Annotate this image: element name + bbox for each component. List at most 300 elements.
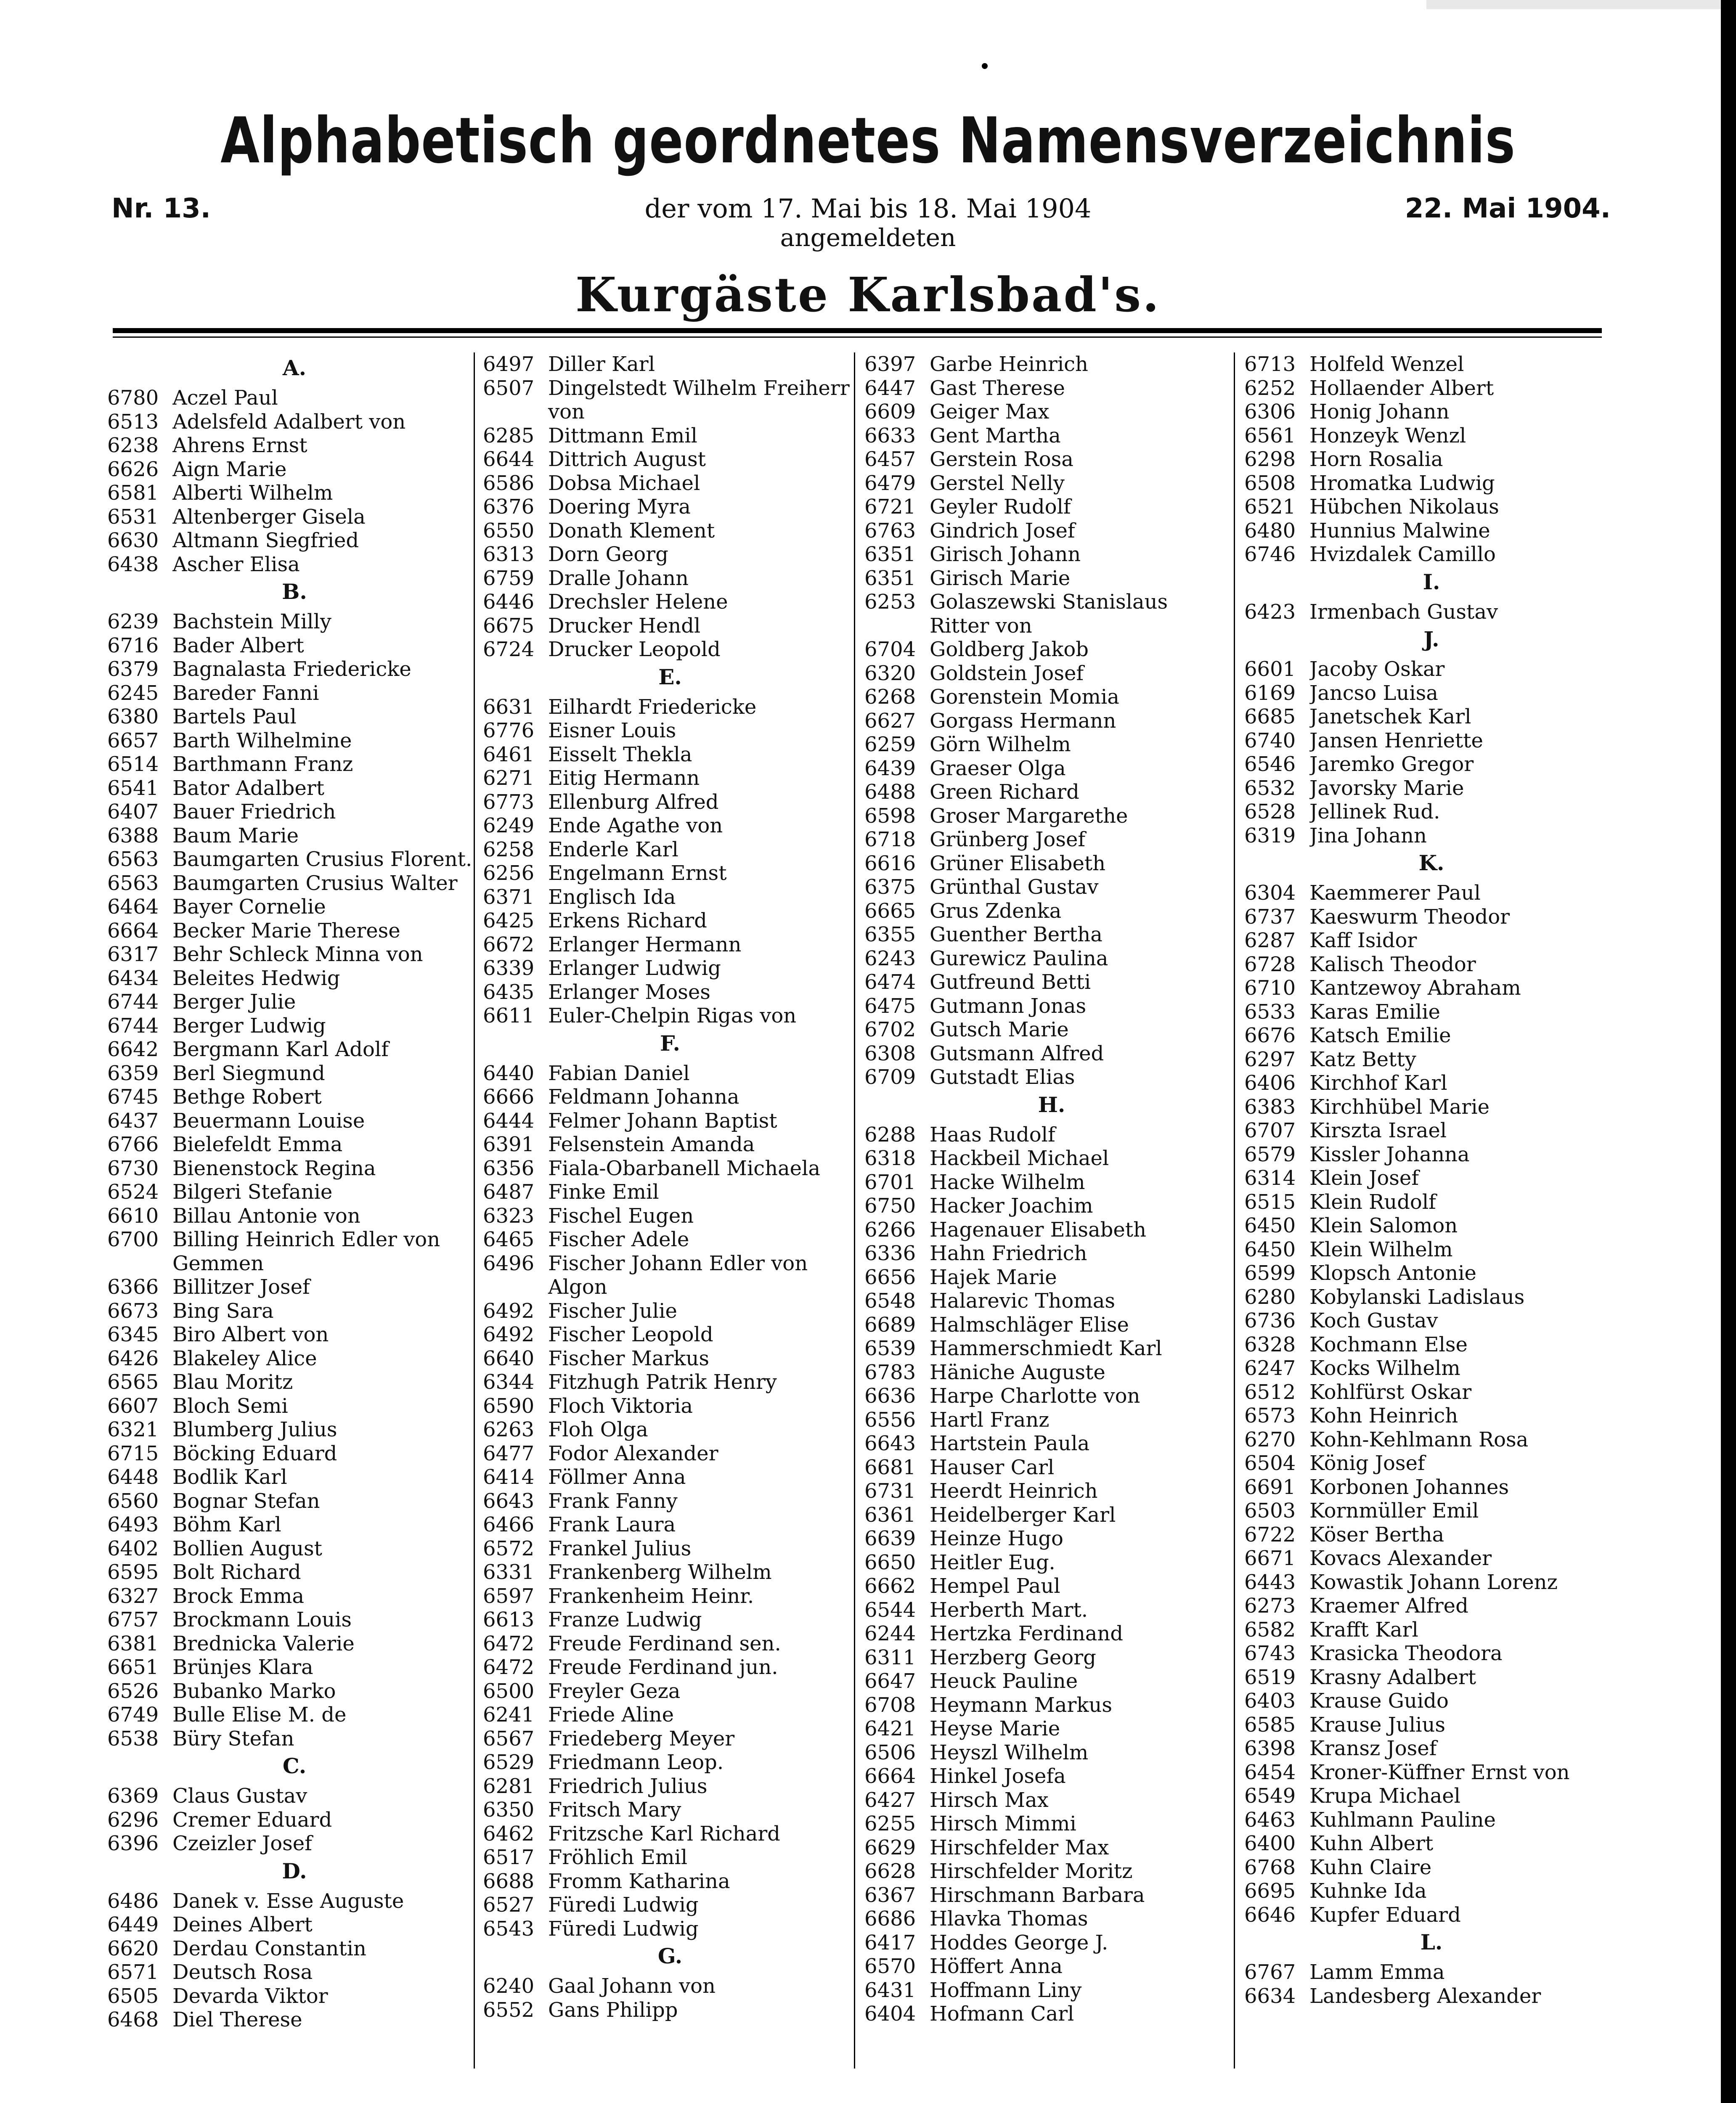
- guest-name: Klein Wilhelm: [1309, 1237, 1453, 1261]
- guest-name: Heuck Pauline: [930, 1669, 1078, 1693]
- guest-number: 6689: [864, 1313, 916, 1337]
- guest-number: 6676: [1244, 1024, 1296, 1047]
- guest-name: Deutsch Rosa: [172, 1960, 313, 1984]
- guest-number: 6560: [107, 1489, 159, 1513]
- guest-number: 6304: [1244, 881, 1296, 905]
- guest-name: Kaff Isidor: [1309, 929, 1417, 952]
- guest-number: 6766: [107, 1133, 159, 1156]
- guest-entry: [107, 1062, 482, 1086]
- guest-number: 6414: [483, 1465, 535, 1489]
- guest-entry: [483, 1893, 857, 1917]
- guest-name: Irmenbach Gustav: [1309, 600, 1498, 624]
- guest-entry: [483, 1632, 857, 1656]
- guest-name: Cremer Eduard: [172, 1808, 332, 1832]
- guest-name: Grünthal Gustav: [930, 875, 1099, 899]
- guest-entry: [107, 848, 482, 871]
- guest-number: 6488: [864, 780, 916, 804]
- guest-name: Jaremko Gregor: [1309, 752, 1474, 776]
- guest-number: 6492: [483, 1299, 535, 1323]
- guest-number: 6611: [483, 1004, 535, 1028]
- guest-number: 6298: [1244, 448, 1296, 471]
- guest-name: König Josef: [1309, 1451, 1425, 1475]
- guest-entry: [483, 352, 857, 376]
- guest-name: Friedmann Leop.: [548, 1751, 724, 1774]
- guest-name: Baumgarten Crusius Walter: [172, 871, 458, 895]
- guest-entry: [107, 410, 482, 434]
- guest-entry: [107, 1913, 482, 1937]
- guest-name: Gans Philipp: [548, 1998, 678, 2022]
- guest-entry: [864, 1384, 1239, 1408]
- guest-entry: [864, 757, 1239, 781]
- guest-number: 6582: [1244, 1618, 1296, 1642]
- guest-number: 6644: [483, 448, 535, 471]
- guest-number: 6351: [864, 543, 916, 566]
- guest-number: 6681: [864, 1455, 916, 1479]
- guest-entry: [864, 994, 1239, 1018]
- guest-entry: [1244, 905, 1619, 929]
- guest-number: 6427: [864, 1788, 916, 1812]
- guest-number: 6241: [483, 1703, 535, 1727]
- guest-number: 6407: [107, 800, 159, 824]
- guest-name: Derdau Constantin: [172, 1936, 366, 1960]
- guest-entry: [1244, 681, 1619, 705]
- guest-number: 6259: [864, 733, 916, 756]
- guest-number: 6306: [1244, 400, 1296, 424]
- guest-name: Altenberger Gisela: [172, 505, 366, 529]
- guest-name: Frankel Julius: [548, 1536, 692, 1560]
- guest-name: Kirszta Israel: [1309, 1119, 1447, 1142]
- guest-name: Kohlfürst Oskar: [1309, 1380, 1472, 1404]
- guest-number: 6448: [107, 1465, 159, 1489]
- guest-entry: [1244, 1428, 1619, 1452]
- guest-number: 6263: [483, 1418, 535, 1441]
- guest-entry: [864, 685, 1239, 709]
- guest-name: Klein Josef: [1309, 1166, 1419, 1190]
- guest-number: 6773: [483, 790, 535, 814]
- guest-entry: [483, 1703, 857, 1727]
- guest-name: Böhm Karl: [172, 1513, 281, 1536]
- guest-name: Kalisch Theodor: [1309, 952, 1476, 976]
- guest-name: Krafft Karl: [1309, 1618, 1418, 1642]
- guest-number: 6243: [864, 946, 916, 970]
- guest-number: 6563: [107, 871, 159, 895]
- guest-number: 6710: [1244, 976, 1296, 1000]
- guest-number: 6634: [1244, 1984, 1296, 2008]
- guest-number: 6743: [1244, 1642, 1296, 1665]
- guest-name: Hirschfelder Moritz: [930, 1859, 1133, 1883]
- guest-name: Bagnalasta Friedericke: [172, 657, 411, 681]
- guest-number: 6376: [483, 495, 535, 519]
- guest-name: Hlavka Thomas: [930, 1907, 1088, 1931]
- guest-entry: [483, 1252, 857, 1276]
- guest-entry: [1244, 1571, 1619, 1594]
- guest-entry: [107, 2008, 482, 2032]
- guest-entry: [483, 1204, 857, 1228]
- guest-entry: [483, 1727, 857, 1751]
- guest-name: Heerdt Heinrich: [930, 1479, 1098, 1503]
- guest-number: 6750: [864, 1194, 916, 1218]
- guest-number: 6533: [1244, 1000, 1296, 1024]
- guest-entry: [107, 1727, 482, 1751]
- guest-number: 6550: [483, 519, 535, 543]
- guest-entry: [864, 590, 1239, 614]
- guest-entry: [864, 899, 1239, 923]
- guest-number: 6288: [864, 1123, 916, 1147]
- guest-name: Dingelstedt Wilhelm Freiherr: [548, 376, 850, 400]
- guest-number: 6609: [864, 400, 916, 424]
- guest-number: 6573: [1244, 1404, 1296, 1428]
- guest-entry: [864, 1598, 1239, 1622]
- guest-number: 6331: [483, 1560, 535, 1584]
- guest-name: Füredi Ludwig: [548, 1917, 699, 1941]
- guest-name: Kohn-Kehlmann Rosa: [1309, 1428, 1529, 1451]
- guest-name: Eisner Louis: [548, 719, 676, 742]
- guest-entry: [107, 1608, 482, 1632]
- guest-entry: [483, 743, 857, 767]
- guest-name: Bulle Elise M. de: [172, 1703, 347, 1727]
- guest-number: 6757: [107, 1608, 159, 1632]
- guest-name: Fritzsche Karl Richard: [548, 1822, 780, 1846]
- guest-number: 6613: [483, 1608, 535, 1632]
- guest-name: Aign Marie: [172, 457, 287, 481]
- guest-name: Gutsmann Alfred: [930, 1041, 1104, 1065]
- guest-number: 6528: [1244, 800, 1296, 824]
- guest-number: 6713: [1244, 352, 1296, 376]
- guest-entry: [864, 1432, 1239, 1456]
- guest-name: Büry Stefan: [172, 1727, 294, 1751]
- guest-entry: [1244, 929, 1619, 953]
- guest-name: Danek v. Esse Auguste: [172, 1889, 404, 1913]
- guest-name: Fischer Julie: [548, 1299, 677, 1323]
- guest-name: Gaal Johann von: [548, 1974, 716, 1998]
- guest-name: Hirsch Mimmi: [930, 1812, 1076, 1835]
- guest-number: 6367: [864, 1883, 916, 1907]
- guest-entry: [1244, 800, 1619, 824]
- guest-entry: [483, 885, 857, 909]
- guest-number: 6381: [107, 1632, 159, 1655]
- guest-name: Fromm Katharina: [548, 1869, 730, 1893]
- guest-entry: [864, 1907, 1239, 1931]
- guest-number: 6539: [864, 1337, 916, 1360]
- guest-name: Gast Therese: [930, 376, 1065, 400]
- guest-entry: [864, 804, 1239, 828]
- guest-entry: [1244, 400, 1619, 424]
- guest-name: Kocks Wilhelm: [1309, 1356, 1460, 1380]
- guest-name: Fritsch Mary: [548, 1798, 681, 1822]
- guest-name: Kochmann Else: [1309, 1332, 1468, 1356]
- guest-number: 6462: [483, 1822, 535, 1846]
- guest-name: Höffert Anna: [930, 1955, 1063, 1978]
- guest-number: 6633: [864, 424, 916, 448]
- section-letter: J.: [1423, 627, 1439, 652]
- guest-name: Kovacs Alexander: [1309, 1547, 1492, 1570]
- guest-name: Herberth Mart.: [930, 1598, 1088, 1622]
- guest-name: Krasicka Theodora: [1309, 1642, 1503, 1665]
- guest-name: Gindrich Josef: [930, 519, 1075, 543]
- section-letter: A.: [282, 355, 307, 380]
- guest-name: Felsenstein Amanda: [548, 1133, 755, 1156]
- guest-entry: [864, 1266, 1239, 1290]
- guest-name: Deines Albert: [172, 1913, 313, 1936]
- guest-entry: [864, 448, 1239, 471]
- guest-number: 6457: [864, 448, 916, 471]
- guest-number: 6319: [1244, 824, 1296, 848]
- guest-entry: [1244, 1143, 1619, 1167]
- guest-number: 6380: [107, 705, 159, 728]
- guest-number: 6239: [107, 610, 159, 633]
- guest-number: 6355: [864, 923, 916, 946]
- guest-number: 6443: [1244, 1570, 1296, 1594]
- guest-number: 6253: [864, 590, 916, 614]
- guest-name: Koch Gustav: [1309, 1309, 1438, 1332]
- guest-entry: [107, 657, 482, 681]
- guest-number: 6709: [864, 1065, 916, 1089]
- guest-number: 6572: [483, 1536, 535, 1560]
- guest-entry: [483, 1584, 857, 1608]
- guest-name: Gutsch Marie: [930, 1018, 1069, 1041]
- guest-name: Eitig Hermann: [548, 766, 700, 790]
- guest-name: Kuhlmann Pauline: [1309, 1808, 1496, 1832]
- guest-name: Jansen Henriette: [1309, 728, 1483, 752]
- guest-entry: [864, 970, 1239, 994]
- guest-number: 6361: [864, 1503, 916, 1527]
- guest-name: Goldberg Jakob: [930, 638, 1089, 661]
- guest-entry: [483, 448, 857, 471]
- guest-number: 6359: [107, 1061, 159, 1085]
- guest-number: 6480: [1244, 519, 1296, 543]
- guest-entry: [1244, 495, 1619, 519]
- guest-number: 6548: [864, 1289, 916, 1313]
- guest-number: 6252: [1244, 376, 1296, 400]
- guest-entry: [483, 1998, 857, 2022]
- guest-entry: [864, 1788, 1239, 1812]
- guest-name: Brednicka Valerie: [172, 1632, 355, 1655]
- guest-number: 6595: [107, 1560, 159, 1584]
- guest-entry: [107, 967, 482, 991]
- guest-number: 6475: [864, 994, 916, 1018]
- guest-number: 6507: [483, 376, 535, 400]
- guest-name: Klopsch Antonie: [1309, 1261, 1476, 1285]
- guest-entry: [107, 610, 482, 634]
- guest-name: Czeizler Josef: [172, 1832, 312, 1855]
- guest-name: Kantzewoy Abraham: [1309, 976, 1521, 1000]
- guest-entry: [107, 458, 482, 482]
- guest-entry: [483, 1917, 857, 1941]
- guest-entry: [483, 861, 857, 885]
- guest-number: 6468: [107, 2008, 159, 2031]
- guest-entry: [107, 434, 482, 458]
- guest-number: 6431: [864, 1978, 916, 2002]
- guest-number: 6718: [864, 828, 916, 851]
- guest-entry: [483, 1608, 857, 1632]
- guest-name: Kupfer Eduard: [1309, 1903, 1461, 1927]
- guest-number: 6258: [483, 837, 535, 861]
- guest-name: Dralle Johann: [548, 566, 689, 590]
- guest-name: Bollien August: [172, 1536, 322, 1560]
- guest-number: 6529: [483, 1751, 535, 1774]
- guest-entry: [1244, 953, 1619, 977]
- guest-entry: [1244, 1000, 1619, 1024]
- guest-entry: [107, 990, 482, 1014]
- guest-name: Klein Rudolf: [1309, 1190, 1436, 1214]
- guest-entry: [864, 638, 1239, 662]
- guest-number: 6524: [107, 1180, 159, 1204]
- guest-name: Karas Emilie: [1309, 1000, 1440, 1024]
- guest-entry: [483, 909, 857, 933]
- guest-entry: [1244, 1832, 1619, 1856]
- name-column-4: [1244, 352, 1619, 2008]
- guest-number: 6543: [483, 1917, 535, 1941]
- guest-entry: [483, 543, 857, 567]
- guest-number: 6686: [864, 1907, 916, 1931]
- guest-number: 6271: [483, 766, 535, 790]
- guest-name: Finke Emil: [548, 1180, 659, 1204]
- guest-number: 6628: [864, 1859, 916, 1883]
- name-column-2: [483, 352, 857, 2022]
- guest-name: Berger Ludwig: [172, 1014, 326, 1038]
- guest-entry: [483, 1157, 857, 1181]
- guest-entry: [483, 1846, 857, 1870]
- guest-entry: [864, 1955, 1239, 1979]
- guest-number: 6629: [864, 1835, 916, 1859]
- guest-name: Fodor Alexander: [548, 1441, 718, 1465]
- guest-number: 6639: [864, 1527, 916, 1550]
- guest-number: 6255: [864, 1812, 916, 1835]
- guest-name: Hinkel Josefa: [930, 1764, 1066, 1788]
- guest-entry: [483, 614, 857, 638]
- guest-name: Kuhn Albert: [1309, 1832, 1434, 1855]
- guest-number: 6685: [1244, 705, 1296, 728]
- guest-entry: [107, 1038, 482, 1062]
- guest-name: Hammerschmiedt Karl: [930, 1337, 1162, 1360]
- guest-entry: [1244, 1784, 1619, 1808]
- guest-number: 6664: [864, 1764, 916, 1788]
- guest-name: Bodlik Karl: [172, 1465, 287, 1489]
- guest-entry: [107, 1937, 482, 1961]
- guest-name: Horn Rosalia: [1309, 448, 1443, 471]
- guest-entry: [1244, 376, 1619, 400]
- guest-number: 6691: [1244, 1475, 1296, 1499]
- guest-entry: [483, 1228, 857, 1252]
- guest-entry: [864, 424, 1239, 448]
- guest-name: Kobylanski Ladislaus: [1309, 1285, 1525, 1309]
- guest-entry: [864, 1503, 1239, 1527]
- guest-number: 6423: [1244, 600, 1296, 624]
- guest-entry: [107, 729, 482, 753]
- guest-entry: [1244, 1960, 1619, 1984]
- guest-entry: [483, 1004, 857, 1028]
- header-rule-thick: [113, 328, 1602, 333]
- guest-name: Gutfreund Betti: [930, 970, 1091, 994]
- guest-name: Blau Moritz: [172, 1370, 293, 1394]
- guest-name: Franze Ludwig: [548, 1608, 702, 1632]
- guest-name-continuation: von: [548, 400, 585, 424]
- guest-number: 6672: [483, 932, 535, 956]
- guest-entry: [107, 1418, 482, 1442]
- guest-entry: [107, 824, 482, 848]
- guest-number: 6497: [483, 352, 535, 376]
- guest-number: 6512: [1244, 1380, 1296, 1404]
- guest-number: 6783: [864, 1360, 916, 1384]
- guest-name: Hertzka Ferdinand: [930, 1622, 1124, 1645]
- guest-entry: [1244, 1309, 1619, 1333]
- guest-number: 6437: [107, 1109, 159, 1133]
- guest-entry: [107, 1394, 482, 1418]
- guest-name: Bubanko Marko: [172, 1679, 336, 1703]
- guest-name: Heitler Eug.: [930, 1550, 1055, 1574]
- guest-number: 6503: [1244, 1499, 1296, 1523]
- guest-entry: [864, 875, 1239, 899]
- guest-entry: [107, 1537, 482, 1561]
- guest-entry: [1244, 1499, 1619, 1523]
- guest-entry: [483, 424, 857, 448]
- guest-entry: [483, 1062, 857, 1086]
- guest-number: 6640: [483, 1346, 535, 1370]
- guest-number: 6492: [483, 1323, 535, 1346]
- guest-number: 6556: [864, 1408, 916, 1432]
- guest-name: Barthmann Franz: [172, 752, 353, 776]
- guest-number: 6244: [864, 1622, 916, 1645]
- guest-name: Billitzer Josef: [172, 1275, 310, 1299]
- guest-name: Hofmann Carl: [930, 2002, 1074, 2026]
- guest-entry: [1244, 424, 1619, 448]
- section-letter: F.: [660, 1030, 680, 1056]
- guest-name: Girisch Marie: [930, 566, 1071, 590]
- subtitle-guests: Kurgäste Karlsbad's.: [575, 268, 1161, 323]
- guest-number: 6657: [107, 728, 159, 752]
- guest-entry: [107, 1832, 482, 1856]
- guest-entry: [1244, 1261, 1619, 1285]
- guest-name: Kirchhübel Marie: [1309, 1095, 1490, 1119]
- guest-entry: [1244, 1285, 1619, 1309]
- guest-number: 6721: [864, 495, 916, 519]
- guest-entry: [864, 733, 1239, 757]
- guest-name: Lamm Emma: [1309, 1960, 1445, 1984]
- guest-number: 6438: [107, 552, 159, 576]
- guest-name: Hvizdalek Camillo: [1309, 543, 1496, 566]
- guest-entry: [483, 1822, 857, 1846]
- guest-name: Bethge Robert: [172, 1085, 322, 1109]
- guest-entry: [1244, 881, 1619, 905]
- guest-number: 6601: [1244, 657, 1296, 681]
- guest-number: 6450: [1244, 1214, 1296, 1237]
- guest-name: Fischer Leopold: [548, 1323, 713, 1346]
- guest-entry: [483, 1775, 857, 1798]
- guest-number: 6515: [1244, 1190, 1296, 1214]
- guest-number: 6527: [483, 1893, 535, 1917]
- guest-entry: [1244, 729, 1619, 753]
- guest-entry: [864, 1622, 1239, 1646]
- guest-name: Green Richard: [930, 780, 1079, 804]
- guest-number: 6599: [1244, 1261, 1296, 1285]
- guest-number: 6477: [483, 1441, 535, 1465]
- guest-entry: [483, 790, 857, 814]
- guest-entry: [864, 780, 1239, 804]
- guest-entry: [483, 933, 857, 957]
- guest-name: Kornmüller Emil: [1309, 1499, 1479, 1523]
- guest-number: 6317: [107, 943, 159, 966]
- guest-entry: [107, 1808, 482, 1832]
- guest-number: 6581: [107, 481, 159, 505]
- guest-name: Bauer Friedrich: [172, 800, 336, 824]
- guest-name: Hromatka Ludwig: [1309, 471, 1495, 495]
- guest-name: Beuermann Louise: [172, 1109, 365, 1133]
- guest-entry: [864, 709, 1239, 733]
- guest-name: Alberti Wilhelm: [172, 481, 333, 505]
- guest-number: 6505: [107, 1984, 159, 2008]
- guest-number: 6383: [1244, 1095, 1296, 1119]
- guest-number: 6636: [864, 1384, 916, 1408]
